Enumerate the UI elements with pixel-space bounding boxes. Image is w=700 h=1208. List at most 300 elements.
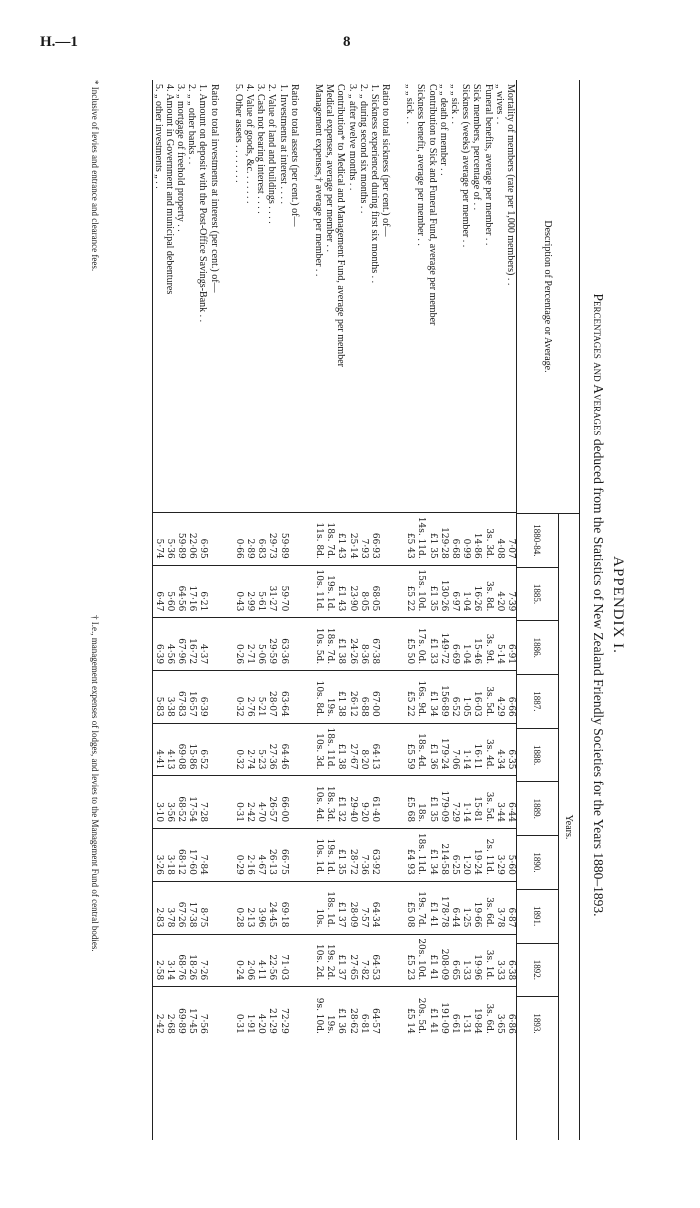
- value-cell: 27·67: [346, 724, 357, 777]
- value-cell: 2·89: [244, 513, 255, 566]
- value-cell: 129·28: [438, 513, 449, 566]
- value-cell: 15·81: [471, 776, 482, 829]
- year-header: 1892.: [517, 944, 558, 998]
- value-cell: 7·06: [449, 724, 460, 777]
- table-row: [233, 80, 244, 1140]
- value-cell: 179·09: [438, 776, 449, 829]
- value-cell: 7·07: [505, 513, 516, 566]
- value-cell: 10s. 4d.: [313, 776, 324, 829]
- value-cell: [289, 829, 300, 882]
- value-cell: 20s. 10d.: [415, 935, 426, 988]
- value-cell: 3·65: [494, 1013, 505, 1034]
- value-cell: 0·24: [233, 935, 244, 988]
- row-description: „ „ death of member . .: [438, 80, 449, 513]
- value-cell: 7·29: [449, 776, 460, 829]
- value-cell: [209, 671, 220, 724]
- value-cell: 191·09: [438, 1002, 449, 1034]
- value-cell: 4·11: [255, 935, 266, 988]
- value-cell: [209, 513, 220, 566]
- table-row: [482, 80, 493, 1140]
- spacer-cell: [300, 724, 313, 777]
- value-cell: 5·74: [153, 513, 164, 566]
- value-cell: 2·71: [244, 618, 255, 671]
- value-cell: [209, 618, 220, 671]
- value-cell: 19·84: [472, 1008, 483, 1034]
- spacer-cell: [220, 882, 233, 935]
- value-cell: 16·26: [471, 566, 482, 619]
- value-cell: 64·34: [369, 882, 380, 935]
- value-cell: 4·29: [494, 671, 505, 724]
- value-cell: 18·26: [186, 935, 197, 988]
- row-description: Sickness benefit, average per member . .: [415, 80, 426, 513]
- value-cell: 1·25: [460, 882, 471, 935]
- value-cell: 69·18: [277, 882, 288, 935]
- value-cell: £1 33: [427, 618, 438, 671]
- value-cell: [289, 882, 300, 935]
- row-description: 1. Sickness experienced during first six months . .: [369, 80, 380, 513]
- value-cell: 68·52: [175, 776, 186, 829]
- value-cell: 15s. 10d.: [415, 566, 426, 619]
- row-description: 4. Value of goods, &c. . . . . . .: [244, 80, 255, 513]
- value-cell: £1 41: [427, 1008, 438, 1034]
- table-row: [277, 80, 288, 1140]
- value-cell: 21·29: [267, 1008, 278, 1034]
- value-cell: [380, 566, 391, 619]
- value-cell: 63·36: [277, 618, 288, 671]
- value-cell: [289, 935, 300, 988]
- row-description: 5. Other assets . . . . . . . .: [233, 80, 244, 513]
- value-cell: [289, 618, 300, 671]
- value-cell: 0·31: [233, 1013, 244, 1034]
- value-cell: 24·45: [266, 882, 277, 935]
- value-cell: 8·75: [197, 882, 208, 935]
- value-cell: £5 22: [404, 671, 415, 724]
- spacer-cell: [391, 829, 404, 882]
- value-cell: 4·41: [153, 724, 164, 777]
- row-description: Contribution to Sick and Funeral Fund, average per member: [427, 80, 438, 513]
- value-cell: 22·56: [266, 935, 277, 988]
- value-cell: 5·60: [505, 829, 516, 882]
- value-cell: 2·58: [153, 935, 164, 988]
- value-cell: 6·86: [506, 1013, 516, 1034]
- value-cell: 28·09: [346, 882, 357, 935]
- section-heading-row: [380, 80, 391, 1140]
- year-header: 1886.: [517, 621, 558, 675]
- year-header: 1889.: [517, 782, 558, 836]
- value-cell: 6·87: [505, 882, 516, 935]
- row-description: 3. „ mortgage of freehold property . .: [175, 80, 186, 513]
- value-cell: 6·38: [505, 935, 516, 988]
- value-cell: 6·52: [449, 671, 460, 724]
- row-description: 2. „ „ other banks . .: [186, 80, 197, 513]
- value-cell: [209, 882, 220, 935]
- value-cell: [380, 987, 391, 1040]
- table-row: [164, 80, 175, 1140]
- table-row: [186, 80, 197, 1140]
- value-cell: 2·83: [153, 882, 164, 935]
- value-cell: 17·54: [186, 776, 197, 829]
- value-cell: 7·56: [198, 1013, 209, 1034]
- spacer-cell: [391, 987, 404, 1040]
- value-cell: 19·96: [471, 935, 482, 988]
- value-cell: 208·09: [438, 935, 449, 988]
- value-cell: 6·66: [505, 671, 516, 724]
- spacer-cell: [300, 80, 313, 513]
- value-cell: 18s. 4d.: [415, 724, 426, 777]
- value-cell: 6·25: [449, 829, 460, 882]
- value-cell: 28·72: [346, 829, 357, 882]
- value-cell: 3·38: [164, 671, 175, 724]
- value-cell: 18s. 1d.: [324, 882, 335, 935]
- value-cell: 22·06: [186, 513, 197, 566]
- value-cell: 8·20: [358, 724, 369, 777]
- value-cell: 20s. 5d.: [416, 997, 427, 1034]
- value-cell: 2·68: [164, 1013, 175, 1034]
- value-cell: 29·40: [346, 776, 357, 829]
- value-cell: £1 43: [335, 566, 346, 619]
- value-cell: 1·04: [460, 566, 471, 619]
- value-cell: 17·38: [186, 882, 197, 935]
- value-cell: £1 32: [335, 776, 346, 829]
- footnote-star: * Inclusive of levies and entrance and clearance fees.: [90, 80, 100, 272]
- value-cell: 3s. 6d.: [483, 1003, 494, 1034]
- section-heading: Ratio to total investments at interest (per cent.) of—: [209, 80, 220, 513]
- value-cell: 2·74: [244, 724, 255, 777]
- value-cell: [380, 618, 391, 671]
- value-cell: [289, 513, 300, 566]
- value-cell: 25·14: [346, 513, 357, 566]
- value-cell: 3s. 5d.: [482, 776, 493, 829]
- row-description: 3. Cash not bearing interest . . . .: [255, 80, 266, 513]
- value-cell: 3·56: [164, 776, 175, 829]
- value-cell: 2s. 11d.: [482, 829, 493, 882]
- value-cell: 5·61: [255, 566, 266, 619]
- value-cell: 6·21: [197, 566, 208, 619]
- value-cell: 6·44: [449, 882, 460, 935]
- row-description: 2. Value of land and buildings . . . .: [266, 80, 277, 513]
- value-cell: [380, 935, 391, 988]
- value-cell: 66·93: [369, 513, 380, 566]
- value-cell: 68·12: [175, 829, 186, 882]
- value-cell: 10s. 5d.: [313, 618, 324, 671]
- spacer-cell: [300, 513, 313, 566]
- value-cell: 5·06: [255, 618, 266, 671]
- value-cell: 6·95: [197, 513, 208, 566]
- section-heading-row: [289, 80, 300, 1140]
- table-row: [175, 80, 186, 1140]
- spacer-cell: [220, 776, 233, 829]
- years-header: Years.: [558, 514, 579, 1140]
- table-row: [505, 80, 516, 1140]
- value-cell: 6·47: [153, 566, 164, 619]
- spacer-cell: [220, 987, 233, 1040]
- value-cell: 5·36: [164, 513, 175, 566]
- value-cell: [380, 724, 391, 777]
- spacer-cell: [391, 618, 404, 671]
- value-cell: 64·53: [369, 935, 380, 988]
- table-row: [244, 80, 255, 1140]
- value-cell: 18s. 7d.: [324, 513, 335, 566]
- spacer-cell: [300, 776, 313, 829]
- value-cell: 1·31: [461, 1013, 472, 1034]
- value-cell: 61·40: [369, 776, 380, 829]
- value-cell: 6·81: [358, 1013, 369, 1034]
- value-cell: 10s. 8d.: [313, 671, 324, 724]
- table-row: [153, 80, 164, 1140]
- value-cell: 3s. 6d.: [482, 882, 493, 935]
- value-cell: 5·14: [494, 618, 505, 671]
- value-cell: 15·86: [186, 724, 197, 777]
- statistics-table: [152, 80, 580, 1140]
- value-cell: 66·00: [277, 776, 288, 829]
- footnote-dagger: † I.e., management expenses of lodges, and levies to the Management Fund of central bodies.: [90, 615, 100, 952]
- value-cell: [380, 829, 391, 882]
- value-cell: 59·89: [175, 513, 186, 566]
- value-cell: £5 23: [404, 935, 415, 988]
- value-cell: [209, 724, 220, 777]
- value-cell: [209, 935, 220, 988]
- spacer-cell: [300, 671, 313, 724]
- table-row: [197, 80, 208, 1140]
- table-row: [324, 80, 335, 1140]
- value-cell: 19·66: [471, 882, 482, 935]
- value-cell: 0·31: [233, 776, 244, 829]
- value-cell: 4·34: [494, 724, 505, 777]
- spacer-cell: [391, 882, 404, 935]
- value-cell: 5·23: [255, 724, 266, 777]
- value-cell: 1·91: [245, 1013, 256, 1034]
- value-cell: 2·13: [244, 882, 255, 935]
- spacer-cell: [391, 513, 404, 566]
- table-row: [427, 80, 438, 1140]
- value-cell: 16s. 9d.: [415, 671, 426, 724]
- value-cell: 3·78: [494, 882, 505, 935]
- spacer-cell: [391, 80, 404, 513]
- value-cell: 179·24: [438, 724, 449, 777]
- row-description: „ wives . .: [494, 80, 505, 513]
- value-cell: 6·97: [449, 566, 460, 619]
- value-cell: 3s. 5d.: [482, 671, 493, 724]
- value-cell: [289, 724, 300, 777]
- value-cell: 18s. 3d.: [324, 776, 335, 829]
- spacer-cell: [300, 566, 313, 619]
- row-description: 5. „ other investments „ . .: [153, 80, 164, 513]
- value-cell: [380, 776, 391, 829]
- value-cell: 29·73: [266, 513, 277, 566]
- value-cell: [380, 882, 391, 935]
- table-row: [494, 80, 505, 1140]
- spacer-cell: [220, 618, 233, 671]
- value-cell: [380, 671, 391, 724]
- value-cell: 4·13: [164, 724, 175, 777]
- section-heading: Ratio to total assets (per cent.) of—: [289, 80, 300, 513]
- year-header: 1880-84.: [517, 514, 558, 568]
- value-cell: 3·96: [255, 882, 266, 935]
- value-cell: 10s.: [313, 882, 324, 935]
- value-cell: 63·64: [277, 671, 288, 724]
- value-cell: 3s. 4d.: [482, 724, 493, 777]
- row-description: 3. „ after twelve months . .: [346, 80, 357, 513]
- title-caps: Percentages and Averages: [591, 293, 606, 436]
- value-cell: £1 34: [427, 829, 438, 882]
- value-cell: 5·60: [164, 566, 175, 619]
- spacer-cell: [220, 724, 233, 777]
- value-cell: 3·26: [153, 829, 164, 882]
- value-cell: 6·68: [449, 513, 460, 566]
- value-cell: 0·28: [233, 882, 244, 935]
- value-cell: £1 35: [427, 513, 438, 566]
- spacer-cell: [300, 987, 313, 1040]
- table-row: [460, 80, 471, 1140]
- value-cell: 6·39: [153, 618, 164, 671]
- value-cell: 4·08: [494, 513, 505, 566]
- value-cell: 1·20: [460, 829, 471, 882]
- value-cell: 10s. 2d.: [313, 935, 324, 988]
- value-cell: 27·36: [266, 724, 277, 777]
- value-cell: 3·10: [153, 776, 164, 829]
- value-cell: 31·27: [266, 566, 277, 619]
- value-cell: 7·26: [197, 935, 208, 988]
- value-cell: 3s. 3d.: [482, 513, 493, 566]
- years-header-group: [517, 514, 579, 1140]
- row-description: Sickness (weeks) average per member . .: [460, 80, 471, 513]
- table-row: [255, 80, 266, 1140]
- value-cell: 6·35: [505, 724, 516, 777]
- value-cell: 10s. 3d.: [313, 724, 324, 777]
- value-cell: £1 35: [427, 776, 438, 829]
- value-cell: 15·46: [471, 618, 482, 671]
- spacer-cell: [220, 671, 233, 724]
- value-cell: [289, 671, 300, 724]
- row-description: Sick members, percentage of . .: [471, 80, 482, 513]
- value-cell: 7·39: [505, 566, 516, 619]
- table-row: [369, 80, 380, 1140]
- table-row: [358, 80, 369, 1140]
- value-cell: 2·06: [244, 935, 255, 988]
- value-cell: 64·56: [175, 566, 186, 619]
- value-cell: 64·46: [277, 724, 288, 777]
- value-cell: 0·32: [233, 671, 244, 724]
- value-cell: 19s. 2d.: [324, 935, 335, 988]
- value-cell: 2·76: [244, 671, 255, 724]
- year-header: 1885.: [517, 568, 558, 622]
- table-row: [404, 80, 415, 1140]
- row-spacer: [391, 80, 404, 1140]
- value-cell: 11s. 8d.: [313, 513, 324, 566]
- value-cell: 17·45: [187, 1008, 198, 1034]
- row-description: 2. „ during second six months . .: [358, 80, 369, 513]
- value-cell: 23·90: [346, 566, 357, 619]
- value-cell: 72·29: [278, 1008, 289, 1034]
- value-cell: £1 38: [335, 618, 346, 671]
- value-cell: 19·24: [471, 829, 482, 882]
- table-title: [590, 55, 606, 1155]
- value-cell: 69·89: [176, 1008, 187, 1034]
- value-cell: 7·84: [197, 829, 208, 882]
- value-cell: 6·39: [197, 671, 208, 724]
- value-cell: £5 68: [404, 776, 415, 829]
- row-description: „ „ sick . .: [404, 80, 415, 513]
- value-cell: 6·91: [505, 618, 516, 671]
- value-cell: 67·26: [175, 882, 186, 935]
- value-cell: [289, 566, 300, 619]
- value-cell: 4·70: [255, 776, 266, 829]
- spacer-cell: [220, 935, 233, 988]
- section-heading: Ratio to total sickness (per cent.) of—: [380, 80, 391, 513]
- value-cell: 4·67: [255, 829, 266, 882]
- value-cell: 27·65: [346, 935, 357, 988]
- value-cell: 18s. 11d.: [324, 724, 335, 777]
- value-cell: [209, 776, 220, 829]
- value-cell: 3·18: [164, 829, 175, 882]
- value-cell: 7·93: [358, 513, 369, 566]
- year-header: 1893.: [532, 1013, 543, 1034]
- value-cell: £1 37: [335, 882, 346, 935]
- value-cell: 59·89: [277, 513, 288, 566]
- value-cell: £1 41: [427, 935, 438, 988]
- spacer-cell: [300, 882, 313, 935]
- value-cell: 67·83: [175, 671, 186, 724]
- spacer-cell: [220, 513, 233, 566]
- value-cell: 5·21: [255, 671, 266, 724]
- value-cell: 8·36: [358, 618, 369, 671]
- year-header: 1891.: [517, 890, 558, 944]
- value-cell: 3s. 9d.: [482, 618, 493, 671]
- value-cell: 9·20: [358, 776, 369, 829]
- value-cell: 156·89: [438, 671, 449, 724]
- value-cell: 8·05: [358, 566, 369, 619]
- row-spacer: [300, 80, 313, 1140]
- section-heading-row: [209, 80, 220, 1140]
- value-cell: 16·03: [471, 671, 482, 724]
- value-cell: 19s.: [324, 671, 335, 724]
- value-cell: 130·26: [438, 566, 449, 619]
- value-cell: 4·20: [256, 1013, 267, 1034]
- spacer-cell: [220, 829, 233, 882]
- table-row: [449, 80, 460, 1140]
- table-row: [313, 80, 324, 1140]
- table-row: [438, 80, 449, 1140]
- value-cell: £5 14: [405, 1008, 416, 1034]
- row-description: 1. Amount on deposit with the Post-Office Savings-Bank . .: [197, 80, 208, 513]
- value-cell: 19s. 1d.: [324, 829, 335, 882]
- value-cell: 1·05: [460, 671, 471, 724]
- value-cell: 0·43: [233, 566, 244, 619]
- spacer-cell: [300, 829, 313, 882]
- value-cell: [289, 776, 300, 829]
- year-header: 1887.: [517, 675, 558, 729]
- value-cell: 59·70: [277, 566, 288, 619]
- value-cell: 0·29: [233, 829, 244, 882]
- value-cell: 64·13: [369, 724, 380, 777]
- value-cell: 7·82: [358, 935, 369, 988]
- value-cell: 6·52: [197, 724, 208, 777]
- value-cell: 7·57: [358, 882, 369, 935]
- row-description: Contribution* to Medical and Management Fund, average per member: [335, 80, 346, 513]
- value-cell: 178·78: [438, 882, 449, 935]
- value-cell: 2·42: [244, 776, 255, 829]
- value-cell: 1·33: [460, 935, 471, 988]
- value-cell: 3·78: [164, 882, 175, 935]
- table-row: [335, 80, 346, 1140]
- value-cell: £1 37: [335, 935, 346, 988]
- value-cell: 6·44: [505, 776, 516, 829]
- value-cell: 16·11: [471, 724, 482, 777]
- value-cell: 1·04: [460, 618, 471, 671]
- value-cell: [209, 829, 220, 882]
- value-cell: 6·65: [449, 935, 460, 988]
- value-cell: 26·13: [266, 829, 277, 882]
